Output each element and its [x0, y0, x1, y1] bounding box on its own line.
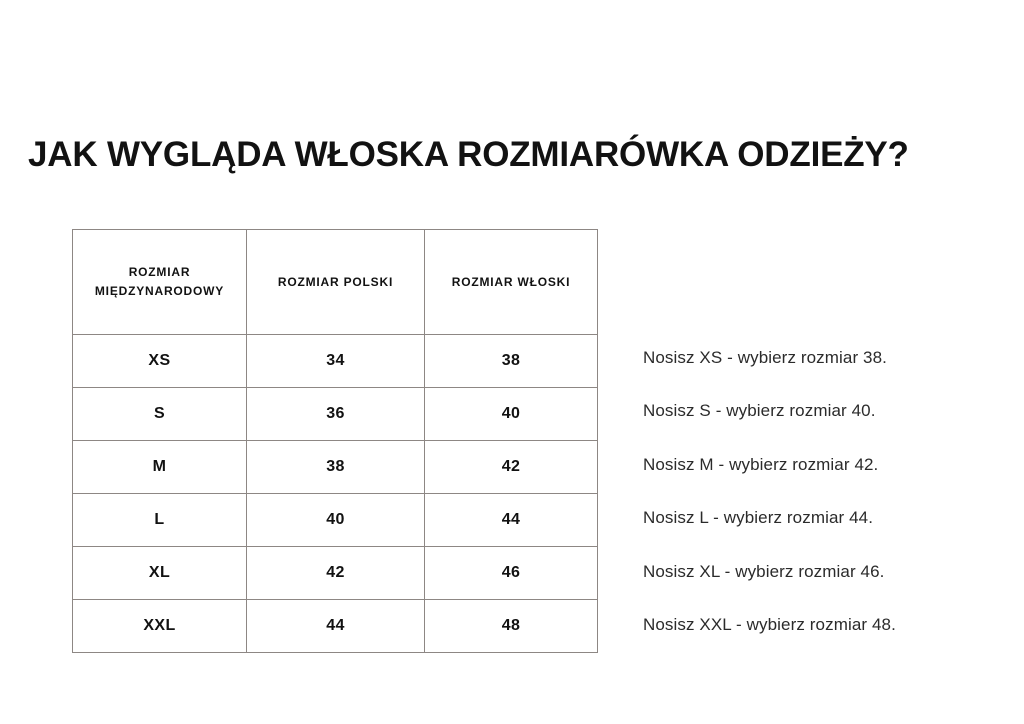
- table-header-row: [73, 230, 598, 335]
- size-recommendation-list: [643, 331, 1003, 652]
- cell-italian: 40: [425, 388, 598, 441]
- cell-polish: 34: [247, 335, 425, 388]
- cell-international: XXL: [73, 600, 247, 653]
- cell-italian: 42: [425, 441, 598, 494]
- table-row: [73, 494, 598, 547]
- cell-international: XS: [73, 335, 247, 388]
- size-conversion-table: [72, 229, 598, 653]
- list-item: Nosisz XL - wybierz rozmiar 46.: [643, 561, 885, 581]
- table-body: [73, 335, 598, 653]
- cell-polish: 40: [247, 494, 425, 547]
- list-item: Nosisz XS - wybierz rozmiar 38.: [643, 347, 887, 367]
- list-item: Nosisz L - wybierz rozmiar 44.: [643, 508, 874, 528]
- list-item: Nosisz XXL - wybierz rozmiar 48.: [643, 615, 896, 635]
- column-header-international: ROZMIAR MIĘDZYNARODOWY: [73, 230, 247, 335]
- table-row: [73, 600, 598, 653]
- cell-international: S: [73, 388, 247, 441]
- cell-international: L: [73, 494, 247, 547]
- table-header: [73, 230, 598, 335]
- cell-italian: 44: [425, 494, 598, 547]
- column-header-polish: ROZMIAR POLSKI: [247, 230, 425, 335]
- cell-italian: 38: [425, 335, 598, 388]
- list-item: Nosisz M - wybierz rozmiar 42.: [643, 454, 879, 474]
- column-header-italian: ROZMIAR WŁOSKI: [425, 230, 598, 335]
- table-row: [73, 388, 598, 441]
- cell-italian: 46: [425, 547, 598, 600]
- table-row: [73, 441, 598, 494]
- cell-italian: 48: [425, 600, 598, 653]
- cell-international: XL: [73, 547, 247, 600]
- cell-polish: 44: [247, 600, 425, 653]
- table-row: [73, 335, 598, 388]
- cell-polish: 42: [247, 547, 425, 600]
- cell-international: M: [73, 441, 247, 494]
- cell-polish: 36: [247, 388, 425, 441]
- table-row: [73, 547, 598, 600]
- page-title: JAK WYGLĄDA WŁOSKA ROZMIARÓWKA ODZIEŻY?: [28, 135, 909, 175]
- cell-polish: 38: [247, 441, 425, 494]
- list-item: Nosisz S - wybierz rozmiar 40.: [643, 401, 876, 421]
